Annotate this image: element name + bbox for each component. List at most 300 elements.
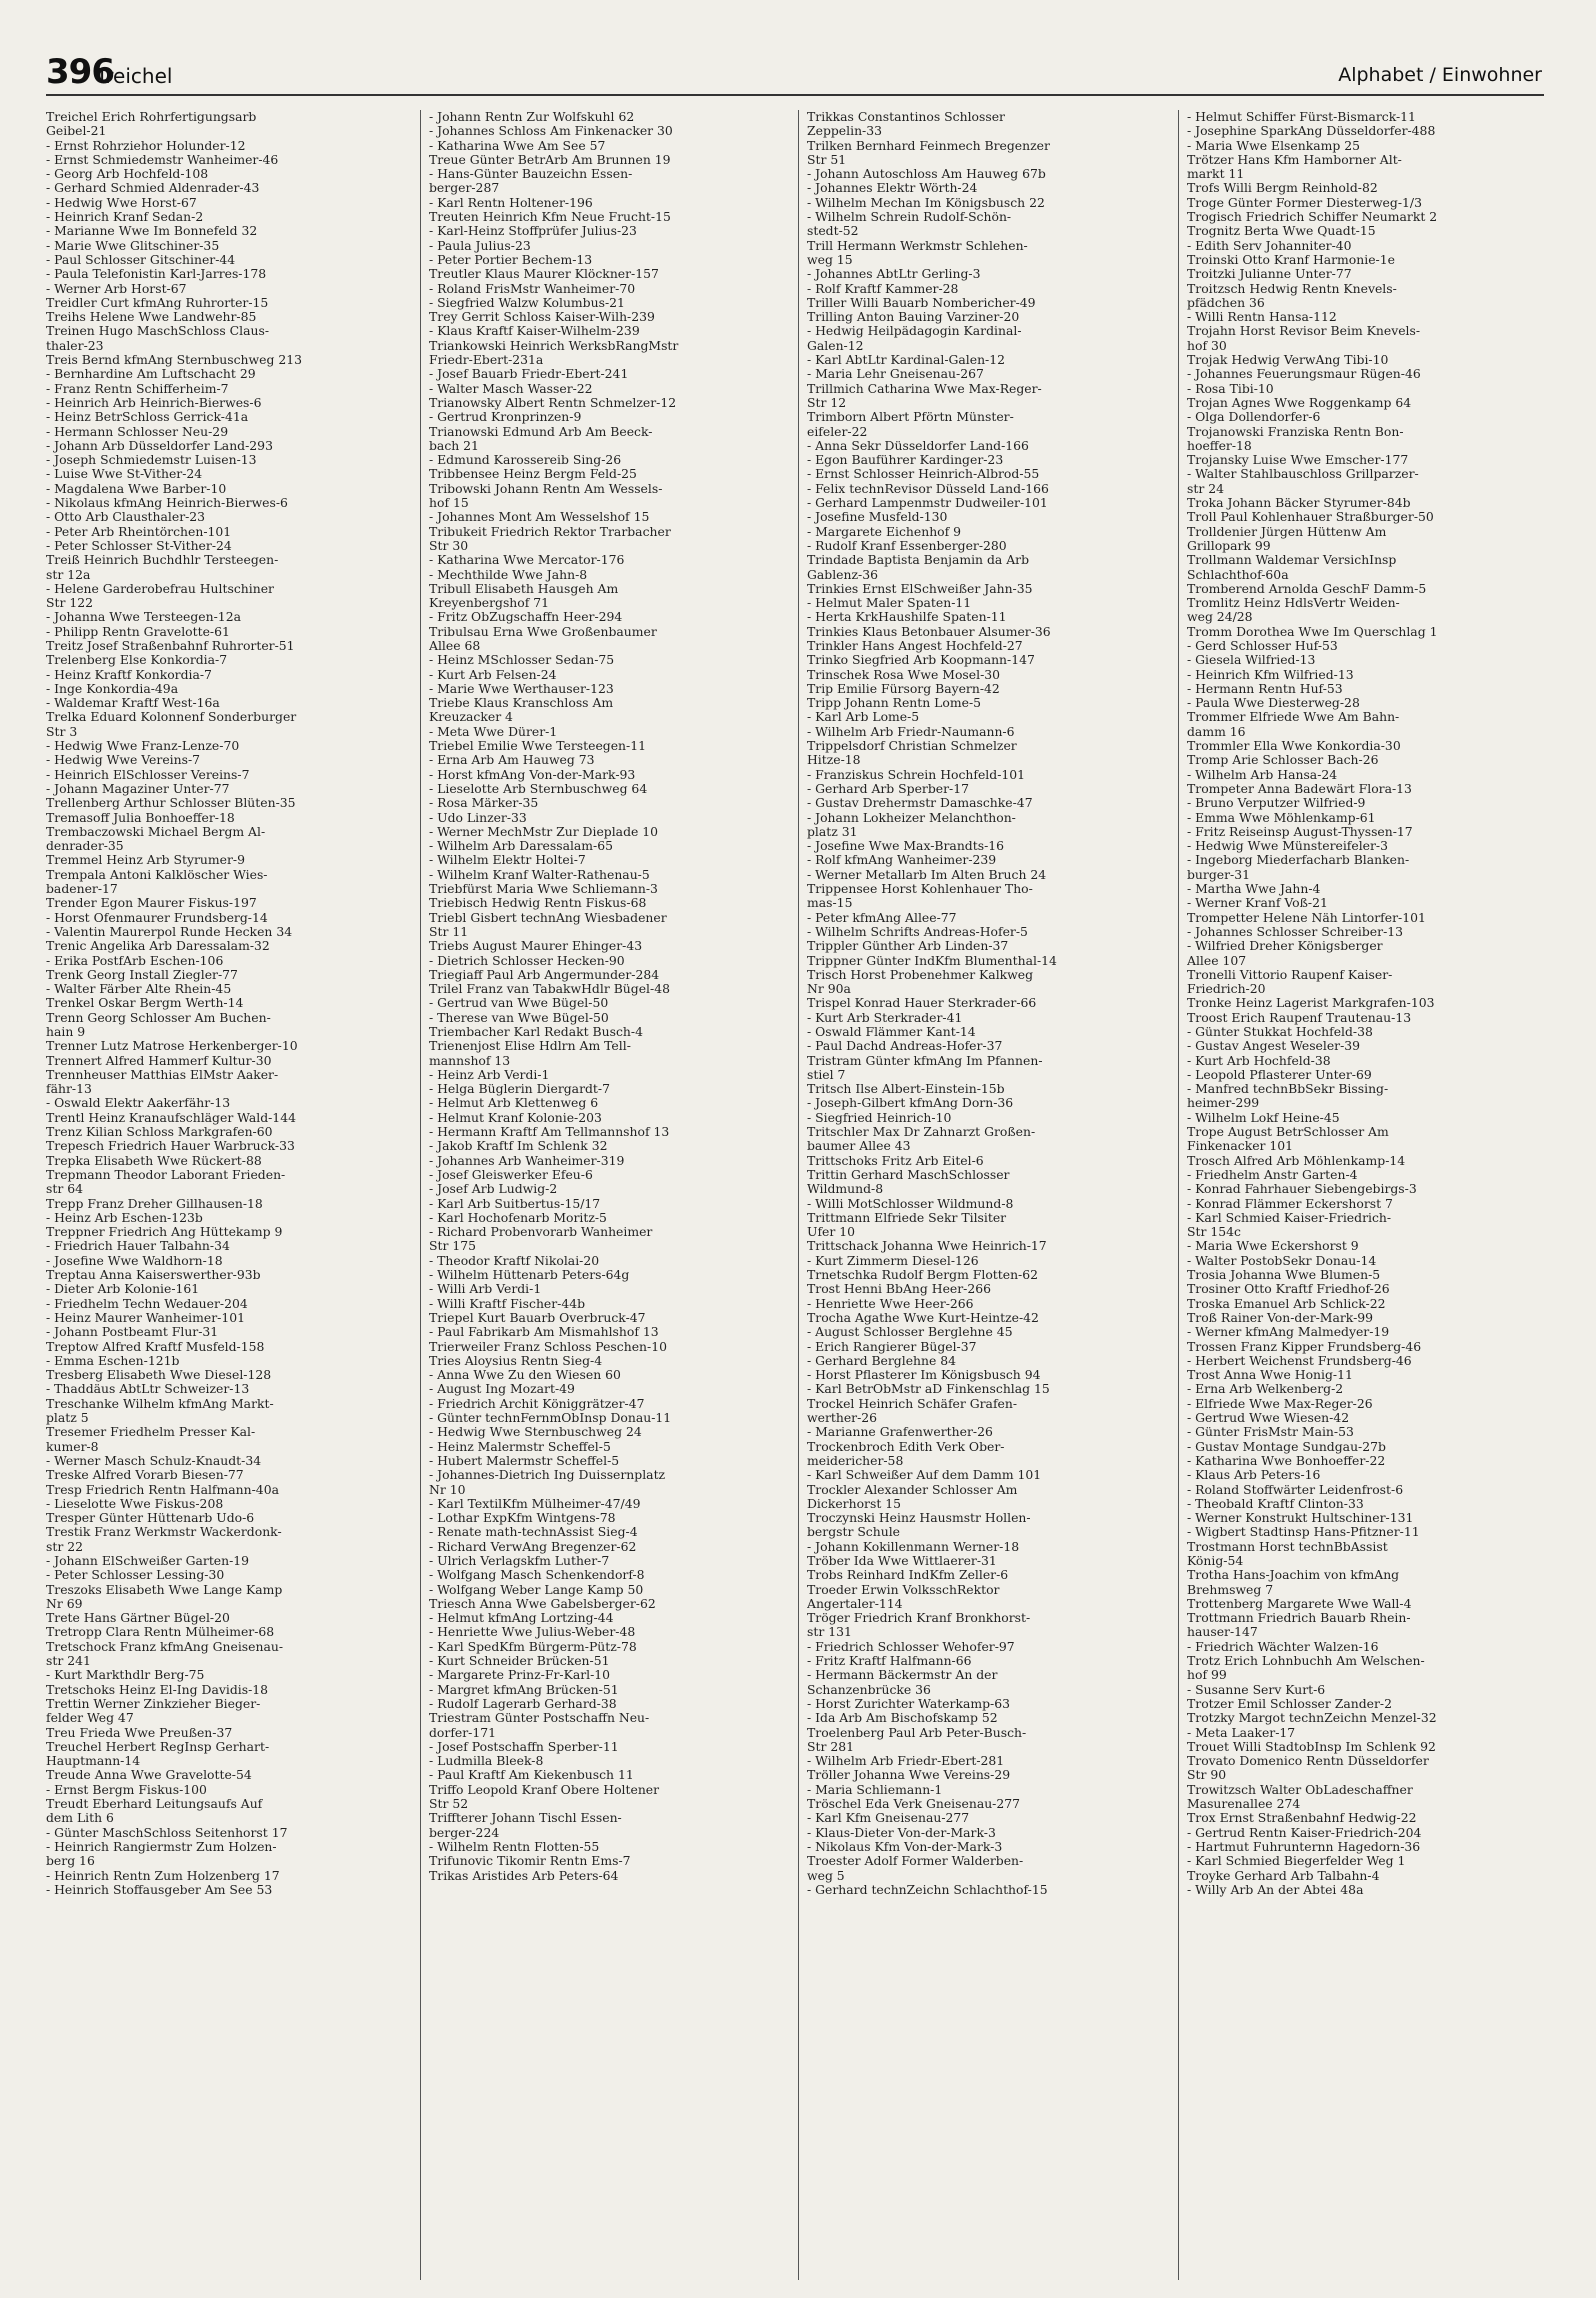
directory-entry-line: - Werner MechMstr Zur Dieplade 10 [429,824,659,839]
directory-entry-line: - Katharina Wwe Am See 57 [429,138,606,153]
directory-entry-line: - Heinrich Kranf Sedan-2 [46,210,204,225]
directory-entry-line: - Valentin Maurerpol Runde Hecken 34 [46,924,293,939]
directory-entry-line: Trippner Günter IndKfm Blumenthal-14 [807,953,1057,968]
directory-entry-line: - Gerhard Schmied Aldenrader-43 [46,181,260,196]
directory-entry-line: str 12a [46,567,91,582]
directory-entry-line: Troelenberg Paul Arb Peter-Busch- [807,1725,1027,1740]
directory-entry-line: - Kurt Arb Sterkrader-41 [807,1010,963,1025]
directory-entry-line: Tristram Günter kfmAng Im Pfannen- [807,1053,1043,1068]
directory-entry-line: Trouet Willi StadtobInsp Im Schlenk 92 [1187,1739,1436,1754]
directory-entry-line: - Henriette Wwe Heer-266 [807,1296,974,1311]
directory-entry-line: Str 52 [429,1797,469,1812]
directory-entry-line: - Gustav Montage Sundgau-27b [1187,1439,1386,1454]
directory-entry-line: damm 16 [1187,724,1246,739]
directory-entry-line: - Gertrud Kronprinzen-9 [429,410,582,425]
directory-entry-line: - Werner Metallarb Im Alten Bruch 24 [807,867,1047,882]
directory-entry-line: Trenkel Oskar Bergm Werth-14 [46,996,244,1011]
directory-entry-line: Trostmann Horst technBbAssist [1187,1539,1388,1554]
directory-entry-line: - Meta Wwe Dürer-1 [429,724,558,739]
directory-entry-line: - Günter technFernmObInsp Donau-11 [429,1411,672,1426]
directory-entry-line: Troost Erich Raupenf Trautenau-13 [1187,1010,1412,1025]
directory-entry-line: - Richard Probenvorarb Wanheimer [429,1225,653,1240]
directory-entry-line: - Kurt Schneider Brücken-51 [429,1654,610,1669]
directory-entry-line: Trocha Agathe Wwe Kurt-Heintze-42 [807,1310,1039,1325]
directory-entry-line: - Fritz Reiseinsp August-Thyssen-17 [1187,824,1413,839]
directory-entry-line: - Nikolaus kfmAng Heinrich-Bierwes-6 [46,496,288,511]
directory-entry-line: - Hedwig Heilpädagogin Kardinal- [807,324,1022,339]
directory-entry-line: Triankowski Heinrich WerksbRangMstr [429,338,679,353]
directory-entry-line: Trender Egon Maurer Fiskus-197 [46,896,257,911]
directory-entry-line: hof 30 [1187,338,1227,353]
directory-entry-line: Trentl Heinz Kranaufschläger Wald-144 [46,1110,296,1125]
directory-entry-line: Trinkies Klaus Betonbauer Alsumer-36 [807,624,1051,639]
directory-entry-line: Trifunovic Tikomir Rentn Ems-7 [429,1854,631,1869]
directory-entry-line: Kreuzacker 4 [429,710,513,725]
directory-entry-line: Ufer 10 [807,1225,855,1240]
directory-entry-line: Trenz Kilian Schloss Markgrafen-60 [46,1125,273,1140]
directory-entry-line: Treske Alfred Vorarb Biesen-77 [46,1468,244,1483]
directory-entry-line: - Heinrich Rentn Zum Holzenberg 17 [46,1868,280,1883]
directory-entry-line: str 131 [807,1625,852,1640]
directory-entry-line: - Johanna Wwe Tersteegen-12a [46,610,241,625]
directory-entry-line: - Theobald Kraftf Clinton-33 [1187,1496,1364,1511]
directory-entry-line: Treidler Curt kfmAng Ruhrorter-15 [46,295,269,310]
directory-entry-line: Str 154c [1187,1225,1241,1240]
directory-entry-line: Trembaczowski Michael Bergm Al- [46,824,266,839]
directory-entry-line: eifeler-22 [807,424,868,439]
directory-entry-line: - Heinz Kraftf Konkordia-7 [46,667,212,682]
directory-entry-line: Trovato Domenico Rentn Düsseldorfer [1187,1754,1429,1769]
directory-entry-line: Trempala Antoni Kalklöscher Wies- [46,867,268,882]
directory-entry-line: str 241 [46,1654,91,1669]
directory-entry-line: Zeppelin-33 [807,124,882,139]
directory-entry-line: markt 11 [1187,167,1245,182]
directory-entry-line: - Kurt Markthdlr Berg-75 [46,1668,205,1683]
directory-entry-line: Troitzsch Hedwig Rentn Knevels- [1187,281,1397,296]
directory-entry-line: Trispel Konrad Hauer Sterkrader-66 [807,996,1037,1011]
directory-entry-line: Trenner Lutz Matrose Herkenberger-10 [46,1039,298,1054]
directory-entry-line: berger-287 [429,181,500,196]
directory-entry-line: Hauptmann-14 [46,1754,141,1769]
directory-entry-line: werther-26 [807,1411,878,1426]
directory-entry-line: - Margarete Eichenhof 9 [807,524,962,539]
directory-entry-line: - Kurt Arb Hochfeld-38 [1187,1053,1331,1068]
directory-entry-line: - Josephine SparkAng Düsseldorfer-488 [1187,124,1436,139]
directory-entry-line: - Thaddäus AbtLtr Schweizer-13 [46,1382,250,1397]
directory-entry-line: - Hedwig Wwe Münstereifeler-3 [1187,839,1388,854]
directory-entry-line: - Johann Rentn Zur Wolfskuhl 62 [429,110,635,124]
directory-entry-line: stedt-52 [807,224,859,239]
directory-entry-line: hoeffer-18 [1187,438,1252,453]
directory-entry-line: - Ludmilla Bleek-8 [429,1754,544,1769]
directory-entry-line: berger-224 [429,1825,500,1840]
directory-entry-line: - Wilfried Dreher Königsberger [1187,939,1383,954]
directory-entry-line: Str 51 [807,152,847,167]
directory-entry-line: - Peter Arb Rheintörchen-101 [46,524,232,539]
directory-entry-line: Trofs Willi Bergm Reinhold-82 [1187,181,1378,196]
directory-entry-line: - Wilhelm Rentn Flotten-55 [429,1839,600,1854]
directory-entry-line: Trisch Horst Probenehmer Kalkweg [807,967,1034,982]
directory-entry-line: Str 281 [807,1739,854,1754]
directory-entry-line: - Rosa Märker-35 [429,796,539,811]
directory-entry-line: Kreyenbergshof 71 [429,596,550,611]
directory-entry-line: - Emma Wwe Möhlenkamp-61 [1187,810,1376,825]
directory-entry-line: - Willi Kraftf Fischer-44b [429,1296,586,1311]
directory-entry-line: Triebe Klaus Kranschloss Am [429,696,614,711]
directory-entry-line: - Marianne Wwe Im Bonnefeld 32 [46,224,258,239]
directory-entry-line: Tromm Dorothea Wwe Im Querschlag 1 [1187,624,1438,639]
directory-entry-line: - Hermann Rentn Huf-53 [1187,681,1343,696]
directory-entry-line: - Josef Bauarb Friedr-Ebert-241 [429,367,629,382]
directory-entry-line: Trognitz Berta Wwe Quadt-15 [1187,224,1376,239]
directory-entry-line: Trelenberg Else Konkordia-7 [46,653,228,668]
directory-entry-line: berg 16 [46,1854,95,1869]
directory-entry-line: - August Ing Mozart-49 [429,1382,575,1397]
directory-entry-line: - Helene Garderobefrau Hultschiner [46,581,274,596]
directory-entry-line: - Kurt Zimmerm Diesel-126 [807,1253,979,1268]
directory-entry-line: - Paula Julius-23 [429,238,531,253]
directory-entry-line: Trittmann Elfriede Sekr Tilsiter [807,1210,1007,1225]
directory-entry-line: weg 5 [807,1868,845,1883]
directory-entry-line: Trittin Gerhard MaschSchlosser [807,1167,1010,1182]
directory-entry-line: - Friedrich Schlosser Wehofer-97 [807,1639,1015,1654]
directory-entry-line: Treinen Hugo MaschSchloss Claus- [46,324,270,339]
directory-entry-line: Trompeter Anna Badewärt Flora-13 [1187,781,1412,796]
directory-entry-line: Trosia Johanna Wwe Blumen-5 [1187,1268,1381,1283]
directory-entry-line: - Gustav Drehermstr Damaschke-47 [807,796,1033,811]
directory-entry-line: platz 31 [807,824,858,839]
directory-entry-line: - Erika PostfArb Eschen-106 [46,953,224,968]
directory-entry-line: - Peter Schlosser Lessing-30 [46,1568,225,1583]
directory-entry-line: - Ernst Schlosser Heinrich-Albrod-55 [807,467,1040,482]
directory-entry-line: Trnetschka Rudolf Bergm Flotten-62 [807,1268,1039,1283]
directory-entry-line: Trinko Siegfried Arb Koopmann-147 [807,653,1035,668]
directory-entry-line: - Willy Arb An der Abtei 48a [1187,1882,1364,1897]
directory-entry-line: Treichel Erich Rohrfertigungsarb [46,110,257,124]
directory-entry-line: Trotha Hans-Joachim von kfmAng [1187,1568,1400,1583]
directory-entry-line: Tribbensee Heinz Bergm Feld-25 [429,467,637,482]
directory-entry-line: - Ida Arb Am Bischofskamp 52 [807,1711,998,1726]
directory-entry-line: - Gertrud Wwe Wiesen-42 [1187,1411,1350,1426]
directory-entry-line: - Ulrich Verlagskfm Luther-7 [429,1553,610,1568]
directory-entry-line: Treuten Heinrich Kfm Neue Frucht-15 [429,210,671,225]
directory-entry-line: - Maria Lehr Gneisenau-267 [807,367,984,382]
directory-entry-line: - Hubert Malermstr Scheffel-5 [429,1453,620,1468]
directory-entry-line: - Heinz BetrSchloss Gerrick-41a [46,410,249,425]
directory-entry-line: hof 15 [429,496,469,511]
directory-entry-line: mas-15 [807,896,853,911]
directory-entry-line: - Helga Büglerin Diergardt-7 [429,1082,610,1097]
directory-entry-line: Trilken Bernhard Feinmech Bregenzer [807,138,1050,153]
directory-entry-line: - Friedhelm Techn Wedauer-204 [46,1296,248,1311]
directory-entry-line: - Heinrich Stoffausgeber Am See 53 [46,1882,273,1897]
directory-entry-line: - Karl Schweißer Auf dem Damm 101 [807,1468,1042,1483]
directory-entry-line: - Horst kfmAng Von-der-Mark-93 [429,767,636,782]
directory-entry-line: Triffo Leopold Kranf Obere Holtener [429,1782,660,1797]
directory-entry-line: Treppner Friedrich Ang Hüttekamp 9 [46,1225,283,1240]
directory-entry-line: - Heinrich Arb Heinrich-Bierwes-6 [46,395,262,410]
directory-entry-line: hauser-147 [1187,1625,1258,1640]
directory-entry-line: - Karl AbtLtr Kardinal-Galen-12 [807,353,1006,368]
directory-entry-line: - Theodor Kraftf Nikolai-20 [429,1253,600,1268]
directory-column-1 [46,110,398,2280]
directory-entry-line: Treiß Heinrich Buchdhlr Tersteegen- [46,553,279,568]
directory-entry-line: Trienenjost Elise Hdlrn Am Tell- [429,1039,631,1054]
directory-entry-line: - Walter Färber Alte Rhein-45 [46,982,232,997]
directory-entry-line: - Rolf kfmAng Wanheimer-239 [807,853,997,868]
directory-entry-line: Trikas Aristides Arb Peters-64 [429,1868,619,1883]
directory-entry-line: Gablenz-36 [807,567,878,582]
directory-entry-line: - Gertrud van Wwe Bügel-50 [429,996,609,1011]
directory-entry-line: - Magdalena Wwe Barber-10 [46,481,227,496]
directory-entry-line: - Siegfried Heinrich-10 [807,1110,952,1125]
directory-entry-line: - Günter FrisMstr Main-53 [1187,1425,1354,1440]
directory-entry-line: - Konrad Fahrhauer Siebengebirgs-3 [1187,1182,1417,1197]
directory-entry-line: Triebel Emilie Wwe Tersteegen-11 [429,739,646,754]
directory-entry-line: Wildmund-8 [807,1182,884,1197]
directory-entry-line: - Wolfgang Weber Lange Kamp 50 [429,1582,644,1597]
directory-entry-line: Triegiaff Paul Arb Angermunder-284 [429,967,660,982]
directory-entry-line: - Wilhelm Arb Daressalam-65 [429,839,614,854]
directory-entry-line: - Waldemar Kraftf West-16a [46,696,220,711]
directory-entry-line: Allee 107 [1187,953,1247,968]
directory-entry-line: Trinkies Ernst ElSchweißer Jahn-35 [807,581,1033,596]
directory-entry-line: Trost Anna Wwe Honig-11 [1187,1368,1353,1383]
directory-entry-line: - Helmut Kranf Kolonie-203 [429,1110,602,1125]
directory-entry-line: platz 5 [46,1411,89,1426]
directory-entry-line: Trommler Ella Wwe Konkordia-30 [1187,739,1401,754]
directory-entry-line: Troitzki Julianne Unter-77 [1187,267,1352,282]
directory-entry-line: - Wolfgang Masch Schenkendorf-8 [429,1568,645,1583]
directory-entry-line: - Margret kfmAng Brücken-51 [429,1682,619,1697]
directory-entry-line: - Hedwig Wwe Horst-67 [46,195,197,210]
directory-entry-line: - Therese van Wwe Bügel-50 [429,1010,609,1025]
directory-entry-line: - Heinrich Kfm Wilfried-13 [1187,667,1354,682]
directory-entry-line: weg 15 [807,252,853,267]
directory-entry-line: Tresemer Friedhelm Presser Kal- [46,1425,256,1440]
directory-entry-line: Trojahn Horst Revisor Beim Knevels- [1187,324,1421,339]
directory-entry-line: - Rudolf Kranf Essenberger-280 [807,538,1007,553]
directory-entry-line: - Karl Kfm Gneisenau-277 [807,1811,970,1826]
directory-entry-line: - Erna Arb Am Hauweg 73 [429,753,595,768]
directory-entry-line: - Katharina Wwe Bonhoeffer-22 [1187,1453,1386,1468]
directory-entry-line: - Peter Schlosser St-Vither-24 [46,538,232,553]
directory-entry-line: - Friedrich Wächter Walzen-16 [1187,1639,1379,1654]
directory-entry-line: Troß Rainer Von-der-Mark-99 [1187,1310,1374,1325]
directory-entry-line: - Joseph Schmiedemstr Luisen-13 [46,453,257,468]
directory-entry-line: Trotzky Margot technZeichn Menzel-32 [1187,1711,1437,1726]
directory-entry-line: Treu Frieda Wwe Preußen-37 [46,1725,233,1740]
directory-entry-line: - Johannes Elektr Wörth-24 [807,181,978,196]
directory-entry-line: Trommer Elfriede Wwe Am Bahn- [1187,710,1400,725]
directory-entry-line: Tresper Günter Hüttenarb Udo-6 [46,1511,255,1526]
directory-entry-line: Trindade Baptista Benjamin da Arb [807,553,1030,568]
directory-entry-line: - Giesela Wilfried-13 [1187,653,1316,668]
directory-entry-line: Trowitzsch Walter ObLadeschaffner [1187,1782,1413,1797]
directory-entry-line: Trosch Alfred Arb Möhlenkamp-14 [1187,1153,1406,1168]
directory-entry-line: - Rudolf Lagerarb Gerhard-38 [429,1696,617,1711]
directory-entry-line: meidericher-58 [807,1453,904,1468]
directory-entry-line: Nr 10 [429,1482,466,1497]
directory-entry-line: fähr-13 [46,1082,92,1097]
directory-entry-line: - Helmut Schiffer Fürst-Bismarck-11 [1187,110,1416,124]
directory-entry-line: Troska Emanuel Arb Schlick-22 [1187,1296,1386,1311]
directory-entry-line: - Johannes Feuerungsmaur Rügen-46 [1187,367,1421,382]
directory-entry-line: - Johannes AbtLtr Gerling-3 [807,267,981,282]
directory-entry-line: hain 9 [46,1025,86,1039]
directory-entry-line: Trobs Reinhard IndKfm Zeller-6 [807,1568,1009,1583]
directory-entry-line: - Klaus Arb Peters-16 [1187,1468,1321,1483]
directory-entry-line: - Karl Schmied Biegerfelder Weg 1 [1187,1854,1406,1869]
directory-entry-line: - Hedwig Wwe Franz-Lenze-70 [46,739,240,754]
directory-entry-line: Treschanke Wilhelm kfmAng Markt- [46,1396,274,1411]
directory-entry-line: - Hermann Schlosser Neu-29 [46,424,229,439]
directory-entry-line: - Bernhardine Am Luftschacht 29 [46,367,256,382]
directory-entry-line: - Marie Wwe Werthauser-123 [429,681,614,696]
directory-entry-line: Trellenberg Arthur Schlosser Blüten-35 [46,796,296,811]
directory-entry-line: Triebs August Maurer Ehinger-43 [429,939,643,954]
directory-entry-line: mannshof 13 [429,1053,511,1068]
directory-entry-line: Angertaler-114 [807,1596,903,1611]
directory-entry-line: Trojan Agnes Wwe Roggenkamp 64 [1187,395,1412,410]
directory-entry-line: Troyke Gerhard Arb Talbahn-4 [1187,1868,1380,1883]
directory-entry-line: - Horst Pflasterer Im Königsbusch 94 [807,1368,1041,1383]
directory-entry-line: Tremasoff Julia Bonhoeffer-18 [46,810,235,825]
directory-entry-line: Treis Bernd kfmAng Sternbuschweg 213 [46,353,302,368]
directory-entry-line: - Wilhelm Elektr Holtei-7 [429,853,586,868]
directory-entry-line: Trinschek Rosa Wwe Mosel-30 [807,667,1001,682]
directory-entry-line: - Hedwig Wwe Vereins-7 [46,753,201,768]
directory-entry-line: - Lieselotte Arb Sternbuschweg 64 [429,781,648,796]
directory-entry-line: - Konrad Flämmer Eckershorst 7 [1187,1196,1393,1211]
directory-entry-line: Treptau Anna Kaiserswerther-93b [46,1268,261,1283]
directory-entry-line: Tröller Johanna Wwe Vereins-29 [807,1768,1011,1783]
directory-entry-line: - Wilhelm Mechan Im Königsbusch 22 [807,195,1045,210]
directory-entry-line: Troge Günter Former Diesterweg-1/3 [1187,195,1422,210]
directory-entry-line: - Heinz Arb Verdi-1 [429,1067,550,1082]
directory-entry-line: - Karl-Heinz Stoffprüfer Julius-23 [429,224,637,239]
directory-entry-line: Treptow Alfred Kraftf Musfeld-158 [46,1339,265,1354]
directory-entry-line: Tretropp Clara Rentn Mülheimer-68 [46,1625,275,1640]
directory-entry-line: Trollmann Waldemar VersichInsp [1187,553,1397,568]
directory-entry-line: - Josefine Wwe Max-Brandts-16 [807,839,1005,854]
directory-entry-line: - Lothar ExpKfm Wintgens-78 [429,1511,616,1526]
directory-entry-line: - Luise Wwe St-Vither-24 [46,467,203,482]
directory-entry-line: Tremmel Heinz Arb Styrumer-9 [46,853,245,868]
directory-entry-line: - Mechthilde Wwe Jahn-8 [429,567,588,582]
directory-entry-line: - Wilhelm Hüttenarb Peters-64g [429,1268,630,1283]
directory-entry-line: Treitz Josef Straßenbahnf Ruhrorter-51 [46,638,295,653]
directory-entry-line: Troczynski Heinz Hausmstr Hollen- [807,1511,1031,1526]
directory-entry-line: - Edmund Karossereib Sing-26 [429,453,622,468]
directory-entry-line: Treszoks Elisabeth Wwe Lange Kamp [46,1582,283,1597]
directory-entry-line: - Wilhelm Kranf Walter-Rathenau-5 [429,867,650,882]
directory-entry-line: - Friedhelm Anstr Garten-4 [1187,1167,1358,1182]
directory-entry-line: - Johannes Schloss Am Finkenacker 30 [429,124,673,139]
directory-entry-line: Trope August BetrSchlosser Am [1187,1125,1389,1140]
directory-entry-line: - Gerd Schlosser Huf-53 [1187,638,1338,653]
directory-entry-line: Friedrich-20 [1187,982,1266,997]
directory-entry-line: Tretschoks Heinz El-Ing Davidis-18 [46,1682,269,1697]
directory-entry-line: - Paul Dachd Andreas-Hofer-37 [807,1039,1003,1054]
directory-entry-line: - Johannes-Dietrich Ing Duissernplatz [429,1468,666,1483]
directory-entry-line: Tromberend Arnolda GeschF Damm-5 [1187,581,1427,596]
directory-entry-line: Triembacher Karl Redakt Busch-4 [429,1025,643,1039]
directory-entry-line: Nr 69 [46,1596,83,1611]
directory-entry-line: Triebl Gisbert technAng Wiesbadener [429,910,667,925]
directory-entry-line: - Josef Postschaffn Sperber-11 [429,1739,619,1754]
directory-column-3 [798,110,1151,2280]
directory-entry-line: - Hans-Günter Bauzeichn Essen- [429,167,633,182]
directory-entry-line: Tretschock Franz kfmAng Gneisenau- [46,1639,284,1654]
directory-entry-line: Trockenbroch Edith Verk Ober- [807,1439,1005,1454]
directory-entry-line: Tromp Arie Schlosser Bach-26 [1187,753,1379,768]
directory-entry-line: Trillmich Catharina Wwe Max-Reger- [807,381,1042,396]
directory-entry-line: Trepka Elisabeth Wwe Rückert-88 [46,1153,262,1168]
directory-entry-line: - Willi Arb Verdi-1 [429,1282,542,1297]
directory-entry-line: Triller Willi Bauarb Nombericher-49 [807,295,1036,310]
directory-entry-line: Tritsch Ilse Albert-Einstein-15b [807,1082,1005,1097]
directory-column-4 [1178,110,1543,2280]
directory-entry-line: - Ernst Schmiedemstr Wanheimer-46 [46,152,279,167]
directory-entry-line: Trojansky Luise Wwe Emscher-177 [1187,453,1409,468]
directory-entry-line: Troester Adolf Former Walderben- [807,1854,1024,1869]
directory-entry-line: Trianowski Edmund Arb Am Beeck- [429,424,653,439]
directory-entry-line: - Hermann Bäckermstr An der [807,1668,998,1683]
directory-entry-line: Trippler Günther Arb Linden-37 [807,939,1009,954]
directory-entry-line: - Werner Kranf Voß-21 [1187,896,1328,911]
directory-entry-line: kumer-8 [46,1439,99,1454]
directory-entry-line: - Johannes Arb Wanheimer-319 [429,1153,625,1168]
directory-entry-line: Tribull Elisabeth Hausgeh Am [429,581,619,596]
directory-entry-line: - Franziskus Schrein Hochfeld-101 [807,767,1026,782]
directory-entry-line: - Friedrich Hauer Talbahn-34 [46,1239,230,1254]
directory-entry-line: Triestram Günter Postschaffn Neu- [429,1711,650,1726]
directory-entry-line: dem Lith 6 [46,1811,114,1826]
directory-entry-line: Finkenacker 101 [1187,1139,1294,1154]
directory-entry-line: - Günter Stukkat Hochfeld-38 [1187,1025,1373,1039]
directory-entry-line: - Anna Sekr Düsseldorfer Land-166 [807,438,1029,453]
directory-entry-line: - Helmut Maler Spaten-11 [807,596,972,611]
directory-entry-line: - Inge Konkordia-49a [46,681,179,696]
directory-entry-line: - Paula Wwe Diesterweg-28 [1187,696,1360,711]
directory-entry-line: Nr 90a [807,982,851,997]
directory-entry-line: - Erna Arb Welkenberg-2 [1187,1382,1344,1397]
directory-entry-line: Tritschler Max Dr Zahnarzt Großen- [807,1125,1036,1140]
directory-entry-line: Trotzer Emil Schlosser Zander-2 [1187,1696,1392,1711]
directory-entry-line: Trepp Franz Dreher Gillhausen-18 [46,1196,263,1211]
directory-entry-line: Trittschoks Fritz Arb Eitel-6 [807,1153,984,1168]
directory-entry-line: Friedr-Ebert-231a [429,353,544,368]
directory-entry-line: - Marie Wwe Glitschiner-35 [46,238,220,253]
directory-entry-line: - Roland Stoffwärter Leidenfrost-6 [1187,1482,1404,1497]
directory-entry-line: Tresberg Elisabeth Wwe Diesel-128 [46,1368,272,1383]
directory-entry-line: - Emma Eschen-121b [46,1353,180,1368]
directory-entry-line: - Hartmut Fuhrunternn Hagedorn-36 [1187,1839,1421,1854]
directory-entry-line: - Erich Rangierer Bügel-37 [807,1339,977,1354]
directory-entry-line: - Rolf Kraftf Kammer-28 [807,281,959,296]
directory-entry-line: - Oswald Flämmer Kant-14 [807,1025,976,1039]
directory-entry-line: - Franz Rentn Schifferheim-7 [46,381,229,396]
directory-entry-line: Brehmsweg 7 [1187,1582,1274,1597]
directory-entry-line: denrader-35 [46,839,124,854]
directory-entry-line: - Johann Lokheizer Melanchthon- [807,810,1016,825]
directory-entry-line: Trotz Erich Lohnbuchh Am Welschen- [1187,1654,1425,1669]
directory-entry-line: - Henriette Wwe Julius-Weber-48 [429,1625,636,1640]
directory-entry-line: - Ernst Bergm Fiskus-100 [46,1782,207,1797]
directory-entry-line: - Horst Zurichter Waterkamp-63 [807,1696,1010,1711]
directory-entry-line: - Joseph-Gilbert kfmAng Dorn-36 [807,1096,1014,1111]
